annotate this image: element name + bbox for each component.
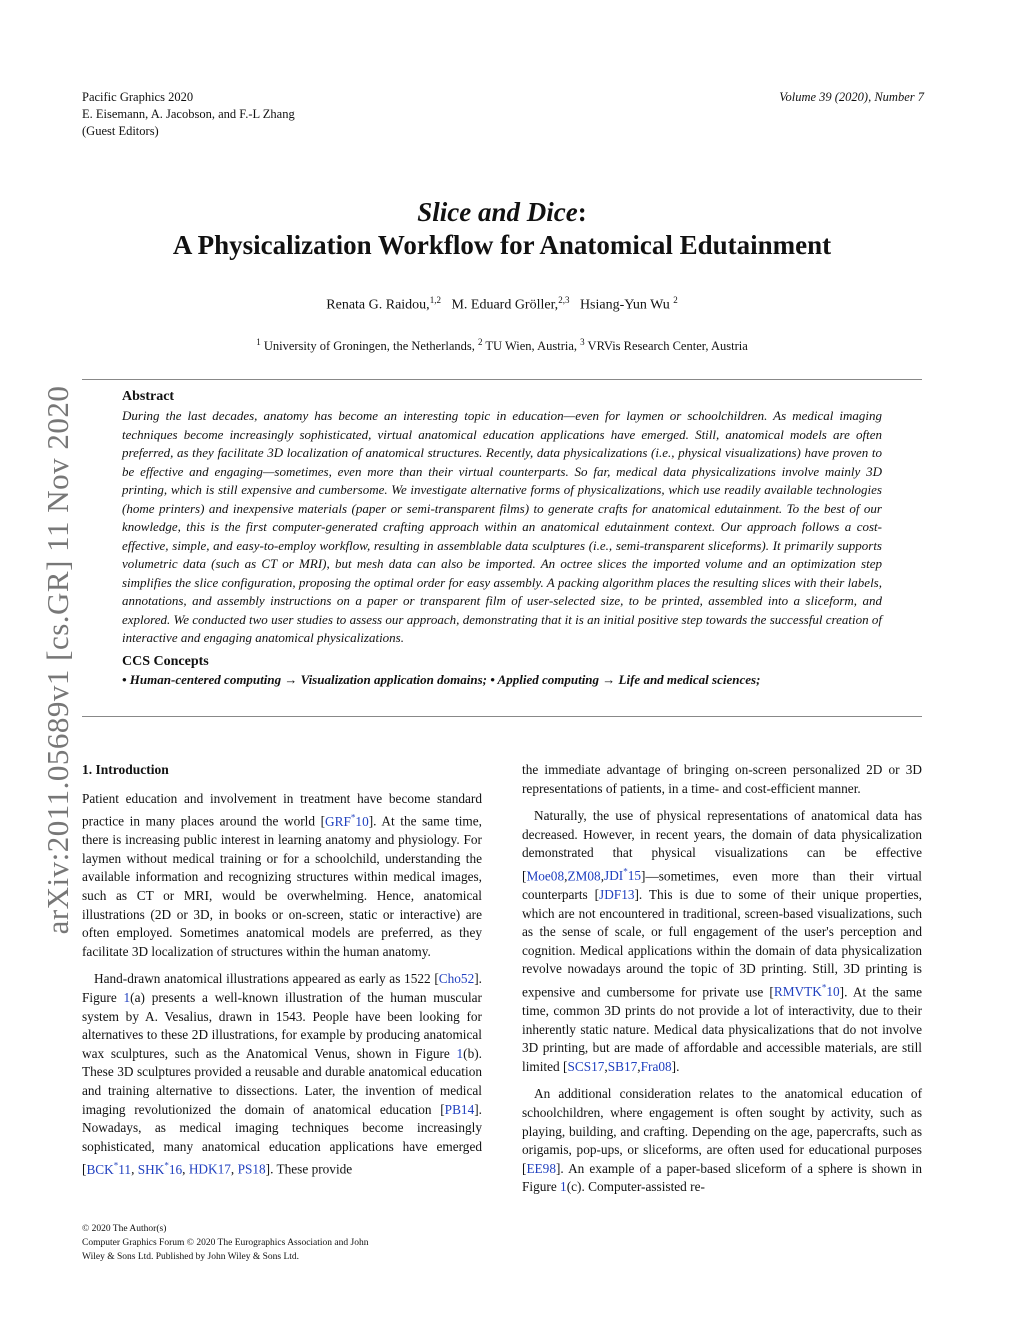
- right-p2-text-b: ]. An example of a paper-based sliceform of a sphere is shown in Figure: [522, 1160, 922, 1195]
- citation-shk-year: 16: [168, 1161, 183, 1177]
- figure-ref-1c[interactable]: 1: [560, 1179, 567, 1195]
- affil-groningen: University of Groningen, the Netherlands,: [260, 339, 479, 354]
- right-p1-text-e: ].: [671, 1058, 680, 1074]
- citation-ps18[interactable]: PS18: [237, 1161, 266, 1177]
- author-raidou: Renata G. Raidou,: [326, 297, 430, 313]
- right-paragraph-0: the immediate advantage of bringing on-screen personalized 2D or 3D representations of patients, in a time- and cost-efficient manner.: [522, 762, 922, 796]
- author-raidou-affil: 1,2: [429, 295, 441, 305]
- ccs-heading: CCS Concepts: [122, 653, 209, 669]
- footer-line-2: Computer Graphics Forum © 2020 The Eurographics Association and John: [82, 1238, 369, 1248]
- running-header-right: Volume 39 (2020), Number 7: [779, 90, 924, 104]
- intro-p2-text-e: ]. Nowadays, as medical imaging techniques become increasingly sophisticated, many anatomical education applications have emerged [: [82, 1101, 482, 1177]
- intro-p2-text-d: (b). These 3D sculptures provided a reusable and durable anatomical education and training alternative to dissections. Later, the invention of medical imaging revolutionized the domain of anatomical education [: [82, 1045, 482, 1117]
- citation-rmvtk[interactable]: RMVTK*10: [773, 982, 840, 1000]
- author-wu-affil: 2: [673, 295, 678, 305]
- right-p1-text-a: Naturally, the use of physical representations of anatomical data has decreased. However, in recent years, the domain of data physicalization demonstrated that physical visualizations can be effective [: [522, 808, 922, 884]
- abstract-heading: Abstract: [122, 389, 175, 404]
- editors: E. Eisemann, A. Jacobson, and F.-L Zhang: [82, 107, 295, 121]
- paper-title-line1: [82, 196, 922, 229]
- citation-hdk17[interactable]: HDK17: [188, 1161, 231, 1177]
- running-header-left: [82, 89, 295, 140]
- author-list: [82, 295, 922, 314]
- intro-p1-text-b: ]. At the same time, there is increasing public interest in learning anatomy and physiology. For laymen without medical training or for a schoolchild, understanding the available information and recognizing structures within medical images, such as CT or MRI, would be overwhelming. Hence, anatomical illustrations (2D or 3D, in books or on-screen, static or interactive) are often employed. Sometimes anatomical models are preferred, as they facilitate 3D localization of structures within the human anatomy.: [82, 813, 482, 959]
- intro-p2-text-c: (a) presents a well-known illustration of the human muscular system by A. Vesalius, drawn in 1543. People have been looking for alternatives to these 2D illustrations, for example by producing anatomical wax sculptures, such as the Anatomical Venus, shown in Figure: [82, 989, 482, 1061]
- citation-cho52[interactable]: Cho52: [438, 971, 475, 987]
- ccs-concepts: • Human-centered computing → Visualization application domains; • Applied computing → Life and medical sciences;: [122, 671, 761, 687]
- abstract-bottom-rule: [82, 716, 922, 717]
- citation-sb17[interactable]: SB17: [607, 1058, 638, 1074]
- citation-jdi-key: JDI: [604, 868, 624, 884]
- figure-ref-1b[interactable]: 1: [456, 1045, 464, 1061]
- affil-mark-1: 1: [256, 337, 261, 347]
- affil-mark-2: 2: [478, 337, 483, 347]
- affiliations: [82, 337, 922, 354]
- citation-rmvtk-year: 10: [826, 984, 840, 1000]
- citation-zm08[interactable]: ZM08: [567, 868, 601, 884]
- citation-bck-key: BCK: [86, 1161, 114, 1177]
- affil-tuwien: TU Wien, Austria,: [482, 339, 581, 354]
- citation-shk-key: SHK: [137, 1161, 165, 1177]
- citation-fra08[interactable]: Fra08: [640, 1058, 672, 1074]
- right-p1-text-d: ]. At the same time, common 3D prints do not provide a lot of interactivity, due to their inherently static nature. Medical data physicalizations that do not involve 3D printing, but are made of affordable and accessible materials, are still limited [: [522, 984, 923, 1074]
- citation-shk[interactable]: SHK*16: [137, 1160, 183, 1177]
- author-wu: Hsiang-Yun Wu: [579, 297, 670, 313]
- citation-rmvtk-key: RMVTK: [773, 984, 822, 1000]
- intro-p1-text-a: Patient education and involvement in treatment have become standard practice in many places around the world [: [82, 790, 482, 829]
- right-p1-text-b: ]—sometimes, even more than their virtual counterparts [: [522, 868, 922, 902]
- right-p2-text-a: An additional consideration relates to the anatomical education of schoolchildren, where engagement is often sought by activity, such as playing, building, and crafting. Depending on the age, papercrafts, such as origamis, pop-ups, or sliceforms, are often used for educational purposes [: [522, 1086, 922, 1176]
- citation-jdi-year: 15: [627, 868, 642, 884]
- intro-p2-text-b: ]. Figure: [82, 971, 482, 1005]
- citation-moe08[interactable]: Moe08: [526, 868, 565, 884]
- arxiv-side-stamp: arXiv:2011.05689v1 [cs.GR] 11 Nov 2020: [40, 385, 75, 935]
- footer-line-3: Wiley & Sons Ltd. Published by John Wiley & Sons Ltd.: [82, 1252, 300, 1262]
- right-paragraph-2: [522, 1085, 922, 1197]
- affil-vrvis: VRVis Research Center, Austria: [584, 339, 748, 354]
- citation-jdf13[interactable]: JDF13: [599, 886, 635, 902]
- right-p2-text-c: (c). Computer-assisted re-: [566, 1179, 705, 1195]
- citation-scs17[interactable]: SCS17: [567, 1058, 605, 1074]
- editors-note: (Guest Editors): [82, 124, 159, 138]
- citation-grf-year: 10: [355, 813, 369, 829]
- right-column: [522, 761, 922, 1206]
- left-column: [82, 761, 482, 1188]
- author-groeller-affil: 2,3: [558, 295, 570, 305]
- abstract-text: During the last decades, anatomy has become an interesting topic in education—even for laymen or schoolchildren. As medical imaging techniques become increasingly sophisticated, virtual anatomical education applications have emerged. Still, anatomical models are often preferred, as they facilitate 3D localization of anatomical structures. Recently, data physicalizations (i.e., physical visualizations) have proven to be effective and engaging—sometimes, even more than their virtual counterparts. So far, medical data physicalizations involve mainly 3D printing, which is still expensive and cumbersome. We investigate alternative forms of physicalizations, which use readily available technologies (home printers) and inexpensive materials (paper or semi-transparent films) to generate crafts for anatomical edutainment. To the best of our knowledge, this is the first computer-generated crafting approach within an anatomical edutainment context. Our approach follows a cost-effective, simple, and easy-to-employ workflow, resulting in assemblable data sculptures (i.e., semi-transparent sliceforms). It primarily supports volumetric data (such as CT or MRI), but mesh data can also be imported. An octree slices the imported volume and an optimization step simplifies the slice configuration, proposing the optimal order for easy assembly. A packing algorithm places the resulting slices with their labels, annotations, and assembly instructions on a paper or transparent film of user-selected size, to be printed, assembled into a sliceform, and explored. We conducted two user studies to assess our approach, demonstrating that it is an initial positive step towards the successful creation of interactive and engaging anatomical physicalizations.: [122, 408, 882, 645]
- title-colon: :: [577, 197, 587, 227]
- affil-mark-3: 3: [580, 337, 585, 347]
- title-italic: Slice and Dice: [417, 197, 578, 227]
- copyright-footer: [82, 1222, 368, 1264]
- paper-title-line2: A Physicalization Workflow for Anatomical Edutainment: [172, 230, 832, 260]
- footer-line-1: © 2020 The Author(s): [82, 1224, 167, 1234]
- citation-bck[interactable]: BCK*11: [86, 1160, 132, 1177]
- abstract-block: [122, 389, 882, 688]
- intro-paragraph-1: [82, 790, 482, 962]
- right-paragraph-1: Naturally, the use of physical representations of anatomical data has decreased. However, in recent years, the domain of data physicalization demonstrated that physical visualizations can be effective [Moe08,ZM08,JDI*15]—sometimes, even more than their virtual counterparts [JDF13]. This is due to some of their unique properties, which are not encountered in traditional, screen-based visualizations, such as the sense of scale, or full engagement of the user's perception and cognition. Medical applications within the domain of data physicalization revolve nowadays around the topic of 3D printing. Still, 3D printing is expensive and cumbersome for private use [RMVTK*10]. At the same time, common 3D prints do not provide a lot of interactivity, due to their inherently static nature. Medical data physicalizations that do not involve 3D printing, but are made of affordable and accessible materials, are still limited [SCS17,SB17,Fra08].: [522, 808, 923, 1074]
- citation-bck-year: 11: [118, 1161, 132, 1177]
- conference-name: Pacific Graphics 2020: [82, 90, 194, 104]
- abstract-top-rule: [82, 379, 922, 380]
- citation-ee98[interactable]: EE98: [526, 1160, 556, 1176]
- author-groeller: M. Eduard Gröller,: [451, 297, 559, 313]
- figure-ref-1a[interactable]: 1: [123, 989, 131, 1005]
- citation-jdi[interactable]: JDI*15: [604, 866, 642, 884]
- intro-paragraph-2: Hand-drawn anatomical illustrations appeared as early as 1522 [Cho52]. Figure 1(a) presents a well-known illustration of the human muscular system by A. Vesalius, drawn in 1543. People have been looking for alternatives to these 2D illustrations, for example by producing anatomical wax sculptures, such as the Anatomical Venus, shown in Figure 1(b). These 3D sculptures provided a reusable and durable anatomical education and training alternative to dissections. Later, the invention of medical imaging revolutionized the domain of anatomical education [PB14]. Nowadays, as medical imaging techniques become increasingly sophisticated, many anatomical education applications have emerged [BCK*11, SHK*16, HDK17, PS18]. These provide: [82, 971, 482, 1177]
- intro-p2-text-a: Hand-drawn anatomical illustrations appeared as early as 1522 [: [94, 971, 439, 987]
- section-heading-introduction: 1. Introduction: [82, 762, 169, 777]
- citation-grf-key: GRF: [325, 813, 351, 829]
- citation-grf[interactable]: GRF*10: [325, 812, 369, 829]
- citation-pb14[interactable]: PB14: [444, 1101, 475, 1117]
- intro-p2-text-f: ]. These provide: [265, 1161, 353, 1177]
- right-p1-text-c: ]. This is due to some of their unique properties, which are not encountered in traditional, screen-based visualizations, such as the sense of scale, or full engagement of the user's perception and cognition. Medical applications within the domain of data physicalization revolve nowadays around the topic of 3D printing. Still, 3D printing is expensive and cumbersome for private use [: [522, 886, 922, 1000]
